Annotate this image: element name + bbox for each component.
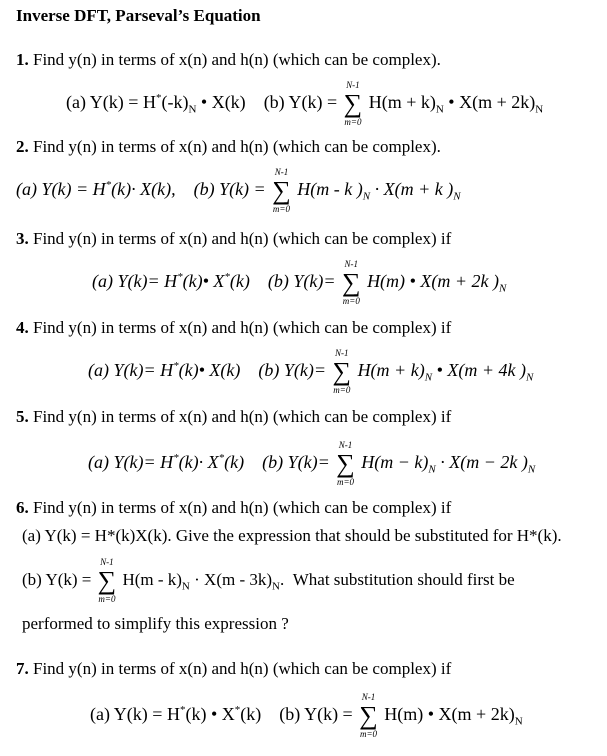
eq-q4b: (b) Y(k)= N-1 ∑ m=0 $H(m + k)_N$ • X(m + 4k )$_N$ <box>258 347 534 395</box>
eq-q3b: (b) Y(k)= N-1 ∑ m=0 H(m) • X(m + 2k )$_N$ <box>267 258 507 306</box>
summation-symbol: N-1 ∑ m=0 <box>332 347 352 395</box>
summation-symbol: N-1 ∑ m=0 <box>97 557 117 605</box>
question-text: Find y(n) in terms of x(n) and h(n) (which can be complex). <box>33 50 441 69</box>
equation-q6b <box>22 557 515 605</box>
equation-q7 <box>90 691 523 739</box>
question-1 <box>16 50 441 70</box>
eq-q6b: (b) Y(k) = N-1 ∑ m=0 $H(m - k)_N \cdot X(m - 3k)_N$. <box>22 557 285 605</box>
equation-q2 <box>16 166 461 214</box>
question-7: 7. Find y(n) in terms of x(n) and h(n) (which can be complex) if <box>16 659 452 678</box>
eq-q1b: (b) Y(k) = N-1 ∑ m=0 $H(m + k)_N$ • $X(m + 2k)_N$ <box>263 79 544 127</box>
question-6-part-a: (a) Y(k) = H*(k)X(k). Give the expression that should be substituted for H*(k). <box>22 526 562 545</box>
eq-q2a: (a) Y(k) = H*(k)· X(k), <box>16 179 176 199</box>
page-title: Inverse DFT, Parseval’s Equation <box>16 6 261 25</box>
question-4: 4. Find y(n) in terms of x(n) and h(n) (which can be complex) if <box>16 318 452 337</box>
eq-q2b: (b) Y(k) = N-1 ∑ m=0 H(m - k )$_N \cdot X(m + k$ )$_N$ <box>193 166 461 214</box>
equation-q5 <box>88 439 536 487</box>
question-6: 6. Find y(n) in terms of x(n) and h(n) (which can be complex) if <box>16 498 452 517</box>
question-6-part-b-tail: What substitution should first be <box>292 570 515 589</box>
summation-symbol: N-1 ∑ m=0 <box>343 79 363 127</box>
eq-q5a: (a) Y(k)= H*(k)· X*(k) <box>88 452 245 472</box>
summation-symbol: N-1 ∑ m=0 <box>336 439 355 487</box>
equation-q4 <box>88 347 534 395</box>
eq-q7b: (b) Y(k) = N-1 ∑ m=0 H(m) • $X(m + 2k)_N$ <box>279 691 523 739</box>
question-6-part-b-end: performed to simplify this expression ? <box>22 614 289 633</box>
eq-q3a: (a) Y(k)= H*(k)• X*(k) <box>92 271 250 291</box>
question-2: 2. Find y(n) in terms of x(n) and h(n) (which can be complex). <box>16 137 441 156</box>
equation-q3 <box>92 258 507 306</box>
eq-q4a: (a) Y(k)= H*(k)• X(k) <box>88 360 241 380</box>
question-3: 3. Find y(n) in terms of x(n) and h(n) (which can be complex) if <box>16 229 452 248</box>
equation-q1 <box>66 79 544 127</box>
eq-q5b: (b) Y(k)= N-1 ∑ m=0 $H(m - k)_N \cdot X(m - 2k$ )$_N$ <box>262 439 536 487</box>
summation-symbol: N-1 ∑ m=0 <box>342 258 361 306</box>
question-number: 1. <box>16 50 29 69</box>
eq-q7a: (a) Y(k) = H*(k) • X*(k) <box>90 704 262 724</box>
summation-symbol: N-1 ∑ m=0 <box>272 166 291 214</box>
question-5: 5. Find y(n) in terms of x(n) and h(n) (which can be complex) if <box>16 407 452 426</box>
eq-q1a: (a) $Y(k) = H^*(-k)_N$ • X(k) <box>66 92 246 116</box>
summation-symbol: N-1 ∑ m=0 <box>359 691 378 739</box>
